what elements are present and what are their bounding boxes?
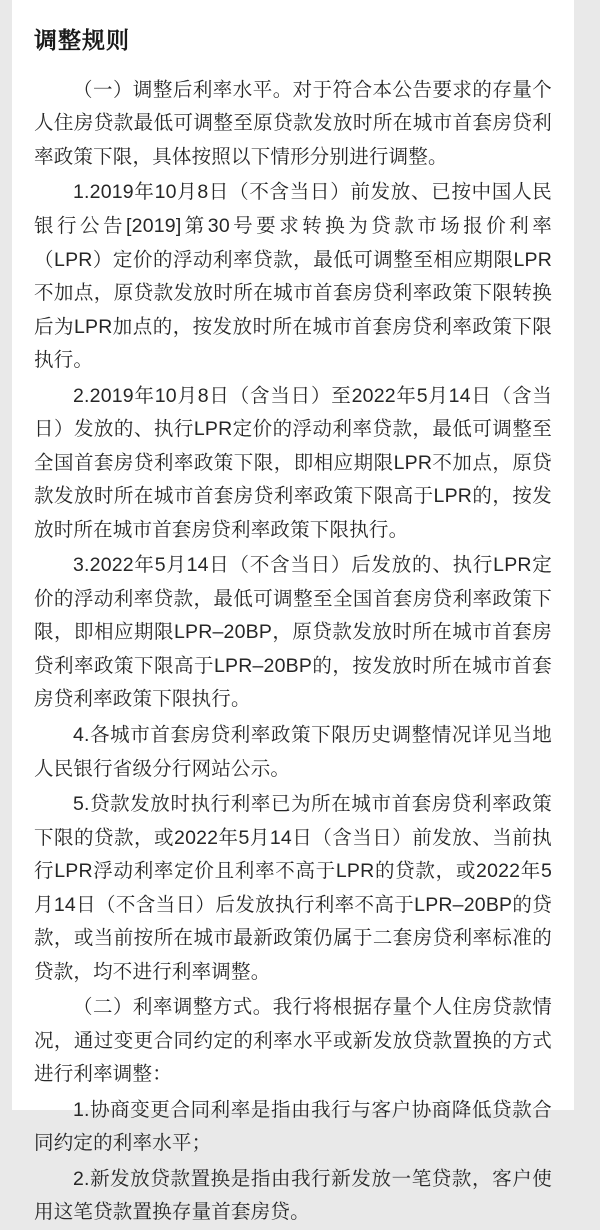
paragraph-2: 1.2019年10月8日（不含当日）前发放、已按中国人民银行公告[2019]第30号要求转换为贷款市场报价利率（LPR）定价的浮动利率贷款，最低可调整至相应期限LPR不加点，原贷款发放时所在城市首套房贷利率政策下限转换后为LPR加点的，按发放时所在城市首套房贷利率政策下限执行。 [34, 181, 552, 372]
document-sheet [12, 0, 574, 1224]
paragraph-1: （一）调整后利率水平。对于符合本公告要求的存量个人住房贷款最低可调整至原贷款发放时所在城市首套房贷利率政策下限，具体按照以下情形分别进行调整。 [34, 78, 552, 168]
paragraph-7: （二）利率调整方式。我行将根据存量个人住房贷款情况，通过变更合同约定的利率水平或新发放贷款置换的方式进行利率调整： [34, 996, 552, 1086]
page-title: 调整规则 [34, 27, 130, 53]
paragraph-5: 4.各城市首套房贷利率政策下限历史调整情况详见当地人民银行省级分行网站公示。 [34, 723, 552, 780]
paragraph-8: 1.协商变更合同利率是指由我行与客户协商降低贷款合同约定的利率水平； [34, 1098, 552, 1155]
paragraph-3: 2.2019年10月8日（含当日）至2022年5月14日（含当日）发放的、执行LPR定价的浮动利率贷款，最低可调整至全国首套房贷利率政策下限，即相应期限LPR不加点，原贷款发放时所在城市首套房贷利率政策下限高于LPR的，按发放时所在城市首套房贷利率政策下限执行。 [34, 384, 552, 541]
paragraph-6: 5.贷款发放时执行利率已为所在城市首套房贷利率政策下限的贷款，或2022年5月14日（含当日）前发放、当前执行LPR浮动利率定价且利率不高于LPR的贷款，或2022年5月14日（不含当日）后发放执行利率不高于LPR–20BP的贷款，或当前按所在城市最新政策仍属于二套房贷利率标准的贷款，均不进行利率调整。 [34, 793, 552, 983]
right-gutter [574, 0, 600, 1110]
paragraph-9: 2.新发放贷款置换是指由我行新发放一笔贷款，客户使用这笔贷款置换存量首套房贷。 [34, 1167, 552, 1224]
paragraph-4: 3.2022年5月14日（不含当日）后发放的、执行LPR定价的浮动利率贷款，最低可调整至全国首套房贷利率政策下限，即相应期限LPR–20BP，原贷款发放时所在城市首套房贷利率政策下限高于LPR–20BP的，按发放时所在城市首套房贷利率政策下限执行。 [34, 554, 552, 711]
left-gutter [0, 0, 12, 1110]
